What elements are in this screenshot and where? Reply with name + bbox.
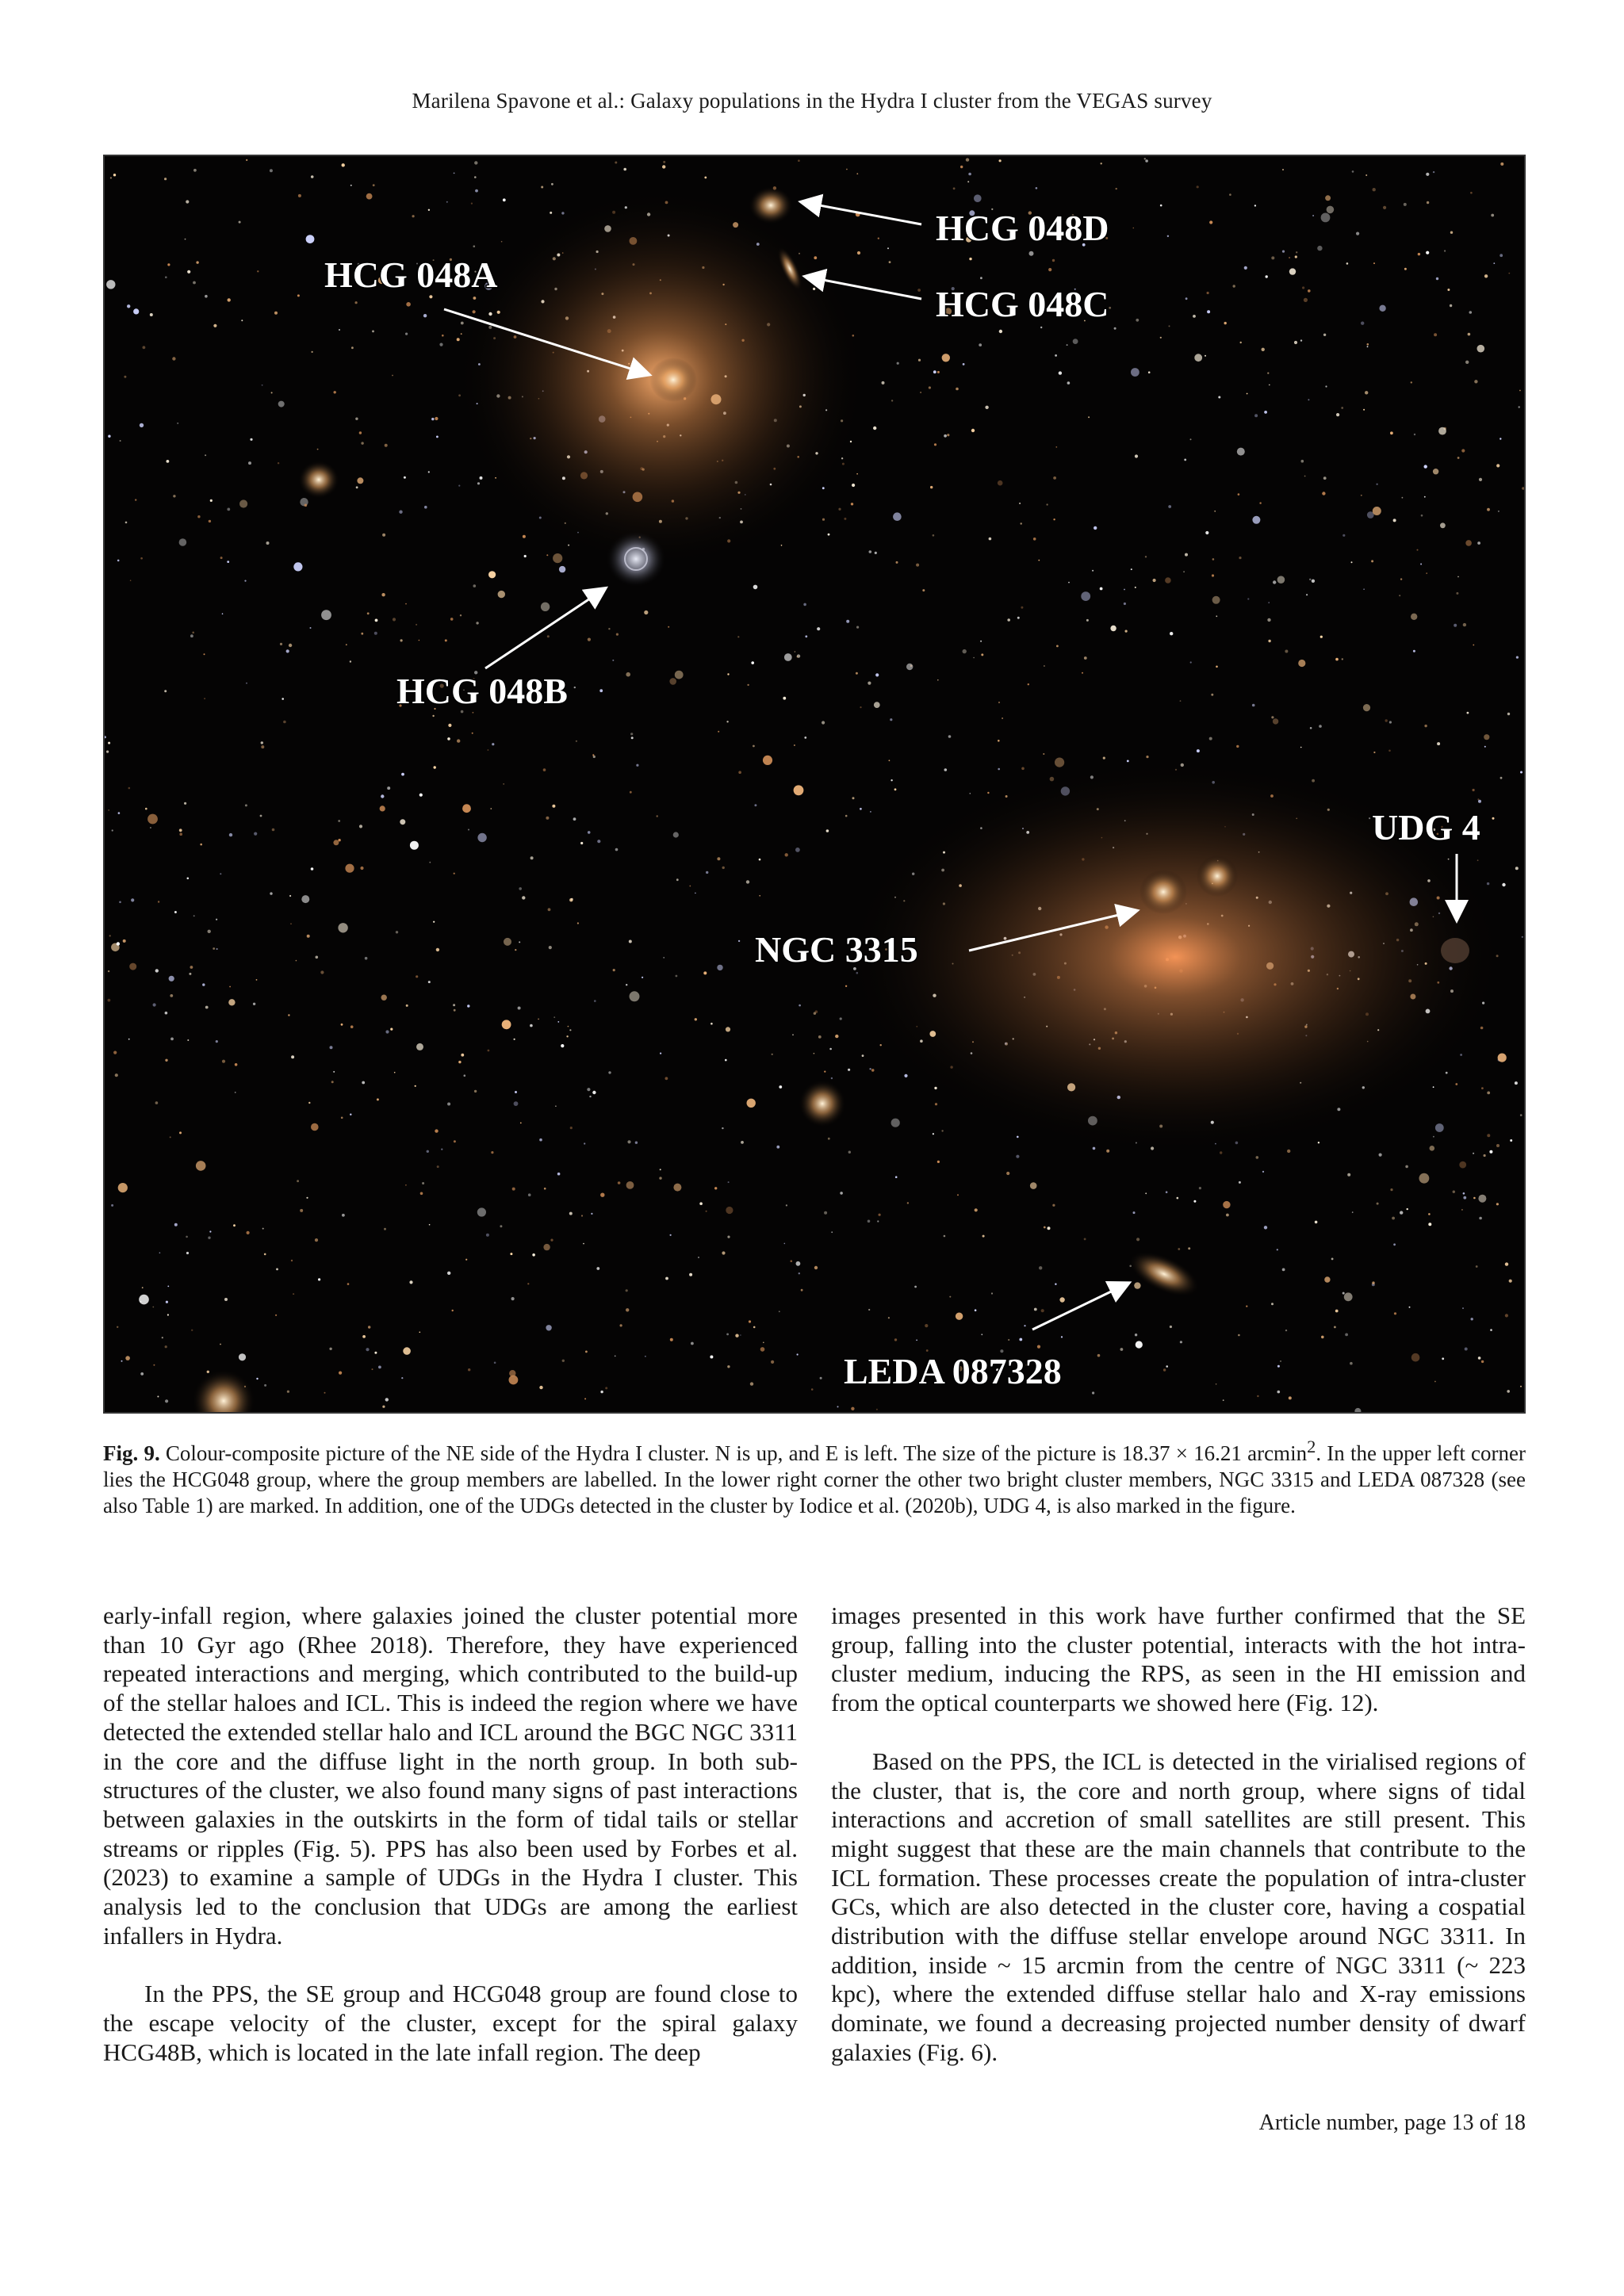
right-column [831, 1601, 1526, 2068]
label-hcg048c: HCG 048C [936, 284, 1109, 324]
running-head: Marilena Spavone et al.: Galaxy populations in the Hydra I cluster from the VEGAS survey [412, 89, 1212, 113]
caption-text-1: Colour-composite picture of the NE side of the Hydra I cluster. N is up, and E is left. The size of the picture is 18.37 × 16.21 arcmin [159, 1441, 1308, 1465]
left-column [103, 1601, 798, 2068]
bright-galaxy-left [298, 461, 339, 499]
left-paragraph-2: In the PPS, the SE group and HCG048 group are found close to the escape velocity of the cluster, except for the spiral galaxy HCG48B, which is located in the late infall region. The deep [103, 1980, 798, 2066]
ngc3315-galaxy [1139, 870, 1187, 914]
left-paragraph-1: early-infall region, where galaxies joined the cluster potential more than 10 Gyr ago (Rhee 2018). Therefore, they have experienced repeated interactions and merging, which contributed to the build-up of the stellar haloes and ICL. This is indeed the region where we have detected the extended stellar halo and ICL around the BGC NGC 3311 in the core and the diffuse light in the north group. In both sub-structures of the cluster, we also found many signs of past interactions between galaxies in the outskirts in the form of tidal tails or stellar streams or ripples (Fig. 5). PPS has also been used by Forbes et al. (2023) to examine a sample of UDGs in the Hydra I cluster. This analysis led to the conclusion that UDGs are among the earliest infallers in Hydra. [103, 1601, 798, 1950]
bright-star-near-ngc3315 [1197, 855, 1238, 897]
label-hcg048d: HCG 048D [936, 208, 1109, 248]
page-footer: Article number, page 13 of 18 [1258, 2110, 1526, 2135]
right-paragraph-2: Based on the PPS, the ICL is detected in the virialised regions of the cluster, that is, the core and north group, where signs of tidal interactions and accretion of small satellites are still present. This might suggest that these are the main channels that contribute to the ICL formation. These processes create the population of intra-cluster GCs, which are also detected in the cluster core, having a cospatial distribution with the diffuse stellar envelope around NGC 3311. In addition, inside ~ 15 arcmin from the centre of NGC 3311 (~ 223 kpc), where the extended diffuse stellar halo and X-ray emissions dominate, we found a decreasing projected number density of dwarf galaxies (Fig. 6). [831, 1747, 1526, 2066]
figure-caption [103, 1433, 1526, 1519]
right-paragraph-1: images presented in this work have further confirmed that the SE group, falling into the cluster potential, interacts with the hot intra-cluster medium, inducing the RPS, as seen in the HI emission and from the optical counterparts we showed here (Fig. 12). [831, 1601, 1526, 1717]
label-leda087328: LEDA 087328 [844, 1351, 1062, 1391]
caption-superscript: 2 [1307, 1437, 1316, 1456]
label-hcg048a: HCG 048A [324, 254, 498, 295]
bright-star-center [799, 1080, 846, 1127]
label-udg4: UDG 4 [1372, 807, 1480, 848]
figure-label: Fig. 9. [103, 1441, 160, 1465]
hcg048b-galaxy [606, 530, 666, 587]
udg4-galaxy [1441, 938, 1469, 963]
label-ngc3315: NGC 3315 [755, 929, 918, 970]
caption-text-2: . In the upper left corner lies the HCG048 group, where the group members are labelled. In the lower right corner the other two bright cluster members, NGC 3315 and LEDA 087328 (see also Table 1) are marked. In addition, one of the UDGs detected in the cluster by Iodice et al. (2020b), UDG 4, is also marked in the figure. [103, 1441, 1526, 1517]
hcg048d-galaxy [749, 186, 793, 224]
astronomical-image-figure [103, 155, 1526, 1414]
hcg048a-galaxy [649, 358, 697, 402]
label-hcg048b: HCG 048B [396, 671, 568, 711]
